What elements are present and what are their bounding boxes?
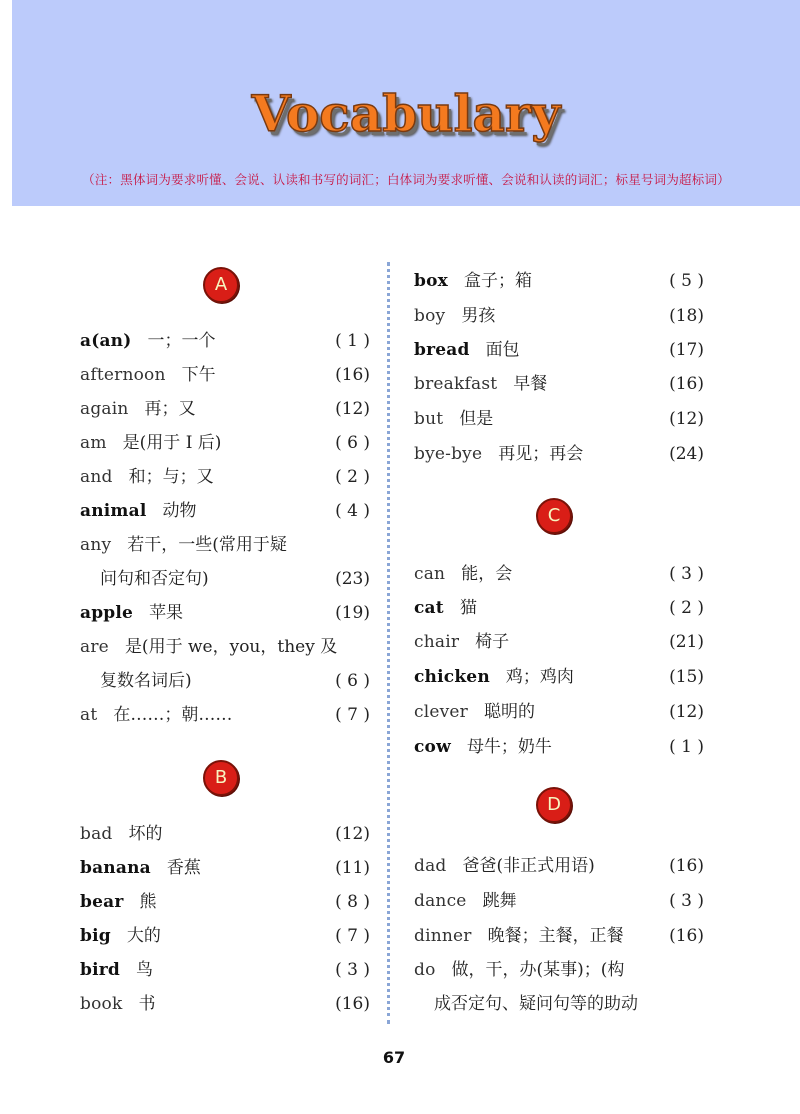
entry-word: chair (414, 632, 460, 652)
vocab-entry (80, 700, 370, 730)
entry-meaning: 再见；再会 (498, 444, 584, 464)
entry-word: bear (80, 892, 124, 912)
entry-word: dad (414, 856, 447, 876)
entry-word: animal (80, 501, 147, 521)
vocab-entry (80, 428, 370, 458)
entry-word: do (414, 960, 436, 980)
entry-meaning: 苹果 (149, 603, 184, 623)
vocab-entry (414, 697, 704, 727)
entry-meaning: 跳舞 (482, 891, 517, 911)
entry-word: chicken (414, 667, 490, 687)
entry-page: ( 1 ) (669, 737, 704, 757)
vocab-entry-continuation (414, 989, 704, 1019)
entry-page: (12) (335, 824, 370, 844)
entry-word: book (80, 994, 123, 1014)
entry-page: (12) (669, 702, 704, 722)
entry-word: dinner (414, 926, 472, 946)
entry-page: ( 7 ) (335, 926, 370, 946)
entry-word: but (414, 409, 444, 429)
entry-page: (16) (669, 856, 704, 876)
vocab-entry (414, 301, 704, 331)
entry-meaning: 做，干，办(某事)；(构 (451, 960, 625, 980)
entry-word: big (80, 926, 111, 946)
entry-meaning-cont: 成否定句、疑问句等的助动 (434, 994, 638, 1014)
vocab-entry (414, 851, 704, 881)
vocab-entry (414, 369, 704, 399)
entry-meaning: 面包 (485, 340, 520, 360)
entry-meaning: 能，会 (461, 564, 513, 584)
entry-word: bad (80, 824, 113, 844)
section-badge-b: B (203, 760, 239, 796)
entry-meaning: 早餐 (513, 374, 548, 394)
vocab-entry (414, 404, 704, 434)
vocab-entry (414, 439, 704, 469)
entry-page: (15) (669, 667, 704, 687)
entry-word: apple (80, 603, 134, 623)
vocab-entry (414, 559, 704, 589)
entry-meaning: 鸡；鸡肉 (505, 667, 574, 687)
entry-word: am (80, 433, 107, 453)
entry-page: ( 3 ) (669, 564, 704, 584)
section-badge-a: A (203, 267, 239, 303)
vocab-entry (80, 598, 370, 628)
entry-meaning: 动物 (162, 501, 197, 521)
vocab-entry (80, 632, 370, 662)
entry-page: ( 2 ) (669, 598, 704, 618)
vocab-entry (80, 921, 370, 951)
entry-page: (12) (335, 399, 370, 419)
entry-page: (17) (669, 340, 704, 360)
entry-meaning: 坏的 (128, 824, 163, 844)
entry-meaning: 但是 (459, 409, 494, 429)
entry-page: (16) (335, 365, 370, 385)
entry-meaning: 是(用于 I 后) (122, 433, 222, 453)
vocab-entry (414, 662, 704, 692)
vocab-entry (414, 335, 704, 365)
entry-meaning: 下午 (181, 365, 216, 385)
entry-page: ( 3 ) (669, 891, 704, 911)
vocab-entry (80, 394, 370, 424)
entry-page: (16) (669, 926, 704, 946)
entry-word: clever (414, 702, 469, 722)
vocab-entry (80, 819, 370, 849)
vocab-entry (414, 886, 704, 916)
entry-meaning: 若干，一些(常用于疑 (127, 535, 287, 555)
entry-meaning: 香蕉 (166, 858, 201, 878)
entry-meaning: 男孩 (461, 306, 496, 326)
vocab-entry-continuation (80, 564, 370, 594)
entry-page: (23) (335, 569, 370, 589)
vocab-entry (80, 326, 370, 356)
entry-meaning: 熊 (139, 892, 157, 912)
entry-word: a(an) (80, 331, 132, 351)
entry-page: ( 5 ) (669, 271, 704, 291)
entry-meaning: 鸟 (136, 960, 153, 980)
entry-word: banana (80, 858, 151, 878)
entry-word: breakfast (414, 374, 498, 394)
entry-meaning-cont: 问句和否定句) (100, 569, 209, 589)
vocab-entry (414, 955, 704, 985)
vocab-entry (80, 955, 370, 985)
entry-word: dance (414, 891, 467, 911)
entry-meaning: 椅子 (475, 632, 510, 652)
entry-word: are (80, 637, 109, 657)
entry-page: (16) (669, 374, 704, 394)
entry-word: again (80, 399, 129, 419)
vocab-entry (414, 266, 704, 296)
entry-page: ( 8 ) (335, 892, 370, 912)
entry-page: (11) (335, 858, 370, 878)
entry-word: and (80, 467, 113, 487)
vocab-entry (414, 921, 704, 951)
entry-meaning: 一；一个 (147, 331, 216, 351)
entry-meaning: 母牛；奶牛 (466, 737, 552, 757)
vocab-entry (80, 853, 370, 883)
entry-meaning: 聪明的 (484, 702, 536, 722)
entry-page: ( 4 ) (335, 501, 370, 521)
entry-page: ( 3 ) (335, 960, 370, 980)
vocab-entry (80, 360, 370, 390)
entry-word: cow (414, 737, 451, 757)
entry-word: bye-bye (414, 444, 483, 464)
entry-word: bread (414, 340, 470, 360)
entry-word: can (414, 564, 446, 584)
entry-word: at (80, 705, 98, 725)
vocab-entry (80, 530, 370, 560)
entry-page: ( 6 ) (335, 433, 370, 453)
vocab-entry-continuation (80, 666, 370, 696)
entry-meaning: 在……；朝…… (113, 705, 233, 725)
entry-page: (12) (669, 409, 704, 429)
entry-meaning: 猫 (459, 598, 477, 618)
header-banner (12, 0, 800, 206)
entry-meaning: 大的 (126, 926, 161, 946)
vocab-entry (414, 732, 704, 762)
header-note: （注：黑体词为要求听懂、会说、认读和书写的词汇；白体词为要求听懂、会说和认读的词汇；标星号词为超标词） (82, 172, 730, 187)
entry-meaning: 和；与；又 (128, 467, 214, 487)
entry-page: (19) (335, 603, 370, 623)
section-badge-d: D (536, 787, 572, 823)
entry-page: ( 2 ) (335, 467, 370, 487)
entry-word: cat (414, 598, 444, 618)
vocab-entry (414, 593, 704, 623)
vocab-entry (80, 496, 370, 526)
entry-word: box (414, 271, 448, 291)
entry-meaning: 盒子；箱 (463, 271, 532, 291)
entry-page: ( 6 ) (335, 671, 370, 691)
entry-page: ( 1 ) (335, 331, 370, 351)
entry-page: (24) (669, 444, 704, 464)
entry-word: boy (414, 306, 446, 326)
entry-word: afternoon (80, 365, 166, 385)
entry-page: (16) (335, 994, 370, 1014)
page-number: 67 (382, 1048, 406, 1067)
entry-meaning: 是(用于 we，you，they 及 (124, 637, 338, 657)
entry-page: (21) (669, 632, 704, 652)
column-divider (387, 262, 390, 1024)
vocab-entry (80, 989, 370, 1019)
entry-meaning: 爸爸(非正式用语) (462, 856, 595, 876)
entry-word: bird (80, 960, 120, 980)
vocab-entry (80, 887, 370, 917)
entry-meaning: 再；又 (144, 399, 196, 419)
entry-meaning: 书 (138, 994, 156, 1014)
entry-page: (18) (669, 306, 704, 326)
vocab-entry (80, 462, 370, 492)
page-title: Vocabulary (251, 84, 561, 143)
entry-meaning: 晚餐；主餐，正餐 (487, 926, 624, 946)
entry-word: any (80, 535, 112, 555)
vocab-entry (414, 627, 704, 657)
entry-page: ( 7 ) (335, 705, 370, 725)
entry-meaning-cont: 复数名词后) (100, 671, 192, 691)
section-badge-c: C (536, 498, 572, 534)
